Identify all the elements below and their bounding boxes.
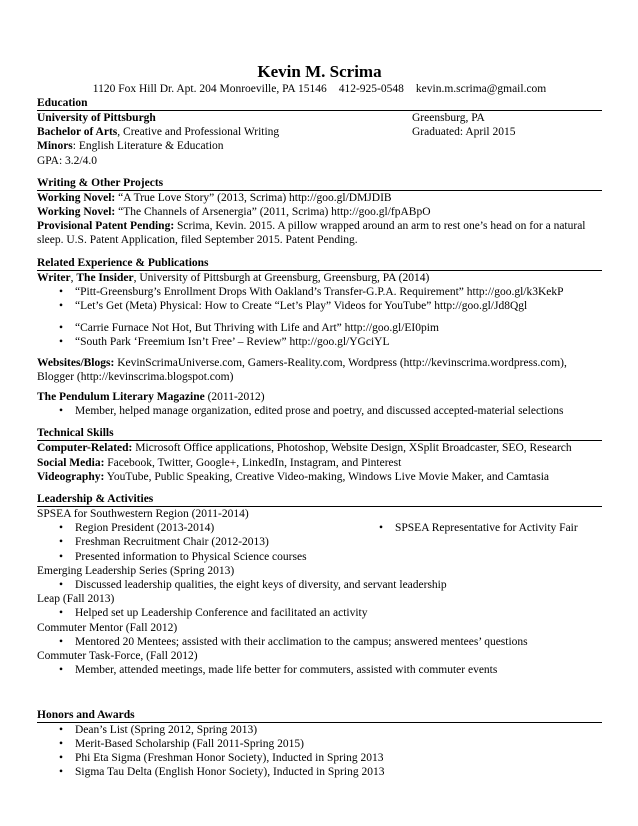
list-item: • “Carrie Furnace Not Hot, But Thriving with Life and Art” http://goo.gl/EI0pim (37, 321, 602, 335)
list-item: • “South Park ‘Freemium Isn’t Free’ – Review” http://goo.gl/YGciYL (37, 335, 602, 349)
writer-line (37, 271, 602, 285)
resume-name: Kevin M. Scrima (257, 62, 382, 81)
education-degree-row (37, 125, 602, 139)
activity-list (37, 663, 602, 677)
phone: 412-925-0548 (338, 83, 404, 95)
writing-line (37, 205, 602, 219)
leadership-heading: Leadership & Activities (37, 492, 602, 507)
list-item: • Discussed leadership qualities, the eight keys of diversity, and servant leadership (37, 578, 602, 592)
spsea-right-list (357, 521, 578, 535)
list-item: • Member, helped manage organization, edited prose and poetry, and discussed accepted-material selections (37, 404, 602, 418)
writing-label: Working Novel: (37, 206, 116, 219)
writer-details: , University of Pittsburgh at Greensburg, Greensburg, PA (2014) (133, 271, 430, 284)
activity-title: Commuter Mentor (Fall 2012) (37, 621, 178, 634)
skills-line (37, 441, 602, 455)
skills-label: Computer-Related: (37, 442, 133, 455)
list-item: • Dean’s List (Spring 2012, Spring 2013) (37, 723, 602, 737)
spsea-title: SPSEA for Southwestern Region (2011-2014) (37, 508, 249, 521)
list-item: • “Pitt-Greensburg’s Enrollment Drops With Oakland’s Transfer-G.P.A. Requirement” http://goo.gl/k3KekP (37, 285, 602, 299)
honors-heading: Honors and Awards (37, 708, 602, 723)
contact-line (37, 82, 602, 96)
activity-title: Emerging Leadership Series (Spring 2013) (37, 564, 235, 577)
education-school-row (37, 111, 602, 125)
degree-field: , Creative and Professional Writing (117, 126, 280, 139)
publication-name: The Insider (76, 271, 134, 284)
pendulum-list (37, 404, 602, 418)
list-item: • Mentored 20 Mentees; assisted with their acclimation to the campus; answered mentees’ questions (37, 635, 602, 649)
minors-label: Minors (37, 140, 73, 153)
minors-row (37, 139, 602, 153)
gpa: GPA: 3.2/4.0 (37, 154, 97, 167)
experience-heading: Related Experience & Publications (37, 256, 602, 271)
honors-section (37, 708, 602, 780)
pendulum-name: The Pendulum Literary Magazine (37, 391, 205, 404)
list-item: • SPSEA Representative for Activity Fair (357, 521, 578, 535)
writing-label: Working Novel: (37, 191, 116, 204)
skills-text: Facebook, Twitter, Google+, LinkedIn, Instagram, and Pinterest (104, 456, 402, 469)
activity-list (37, 635, 602, 649)
activity-list (37, 606, 602, 620)
list-item: • Sigma Tau Delta (English Honor Society), Inducted in Spring 2013 (37, 765, 602, 779)
skills-line (37, 470, 602, 484)
honors-list (37, 723, 602, 780)
patent-line (37, 219, 602, 247)
address: 1120 Fox Hill Dr. Apt. 204 Monroeville, PA 15146 (92, 83, 327, 95)
writing-text: “The Channels of Arsenergia” (2011, Scrima) http://goo.gl/fpABpO (115, 206, 431, 219)
patent-label: Provisional Patent Pending: (37, 220, 175, 233)
activity-title: Commuter Task-Force, (Fall 2012) (37, 650, 198, 663)
minors-text: : English Literature & Education (72, 140, 224, 153)
pendulum-years: (2011-2012) (204, 391, 265, 404)
skills-label: Social Media: (37, 456, 105, 469)
activity-list (37, 578, 602, 592)
skills-section (37, 426, 602, 484)
education-section (37, 96, 602, 168)
pendulum-line (37, 390, 602, 404)
patent-text: Scrima, Kevin. 2015. A pillow wrapped around an arm to rest one’s head on for a natural sleep. U.S. Patent Application, filed September 2015. Patent Pending. (37, 220, 586, 247)
list-item: • Member, attended meetings, made life better for commuters, assisted with commuter events (37, 663, 602, 677)
list-item: • Freshman Recruitment Chair (2012-2013) (37, 535, 602, 549)
article-list (37, 321, 602, 349)
list-item: • Presented information to Physical Science courses (37, 550, 602, 564)
spsea-columns (37, 521, 602, 564)
websites-line (37, 356, 602, 384)
article-list (37, 285, 602, 313)
skills-heading: Technical Skills (37, 426, 602, 441)
websites-label: Websites/Blogs: (37, 356, 115, 369)
skills-line (37, 456, 602, 470)
school-name: University of Pittsburgh (37, 112, 156, 124)
writer-sep: , (70, 271, 77, 284)
writing-line (37, 191, 602, 205)
skills-text: Microsoft Office applications, Photoshop, Website Design, XSplit Broadcaster, SEO, Research (132, 442, 572, 455)
websites-text: KevinScrimaUniverse.com, Gamers-Reality.com, Wordpress (http://kevinscrima.wordpress.com), Blogger (http://kevinscrima.blogspot.com) (37, 356, 567, 383)
leadership-section (37, 492, 602, 677)
list-item: • “Let’s Get (Meta) Physical: How to Create “Let’s Play” Videos for YouTube” http://goo.gl/Jd8Qgl (37, 299, 602, 313)
writing-section (37, 176, 602, 248)
writer-role: Writer (37, 271, 71, 284)
skills-label: Videography: (37, 470, 105, 483)
degree-type: Bachelor of Arts (37, 126, 118, 139)
email: kevin.m.scrima@gmail.com (415, 83, 547, 95)
skills-text: YouTube, Public Speaking, Creative Video-making, Windows Live Movie Maker, and Camtasia (104, 470, 550, 483)
graduation-date: Graduated: April 2015 (412, 126, 516, 139)
list-item: • Region President (2013-2014) (37, 521, 602, 535)
experience-section (37, 256, 602, 419)
resume-page (37, 62, 602, 779)
activity-title: Leap (Fall 2013) (37, 593, 115, 606)
list-item: • Phi Eta Sigma (Freshman Honor Society), Inducted in Spring 2013 (37, 751, 602, 765)
education-heading: Education (37, 96, 602, 111)
list-item: • Merit-Based Scholarship (Fall 2011-Spring 2015) (37, 737, 602, 751)
school-location: Greensburg, PA (412, 112, 485, 124)
list-item: • Helped set up Leadership Conference and facilitated an activity (37, 606, 602, 620)
writing-heading: Writing & Other Projects (37, 176, 602, 191)
writing-text: “A True Love Story” (2013, Scrima) http://goo.gl/DMJDIB (115, 191, 392, 204)
